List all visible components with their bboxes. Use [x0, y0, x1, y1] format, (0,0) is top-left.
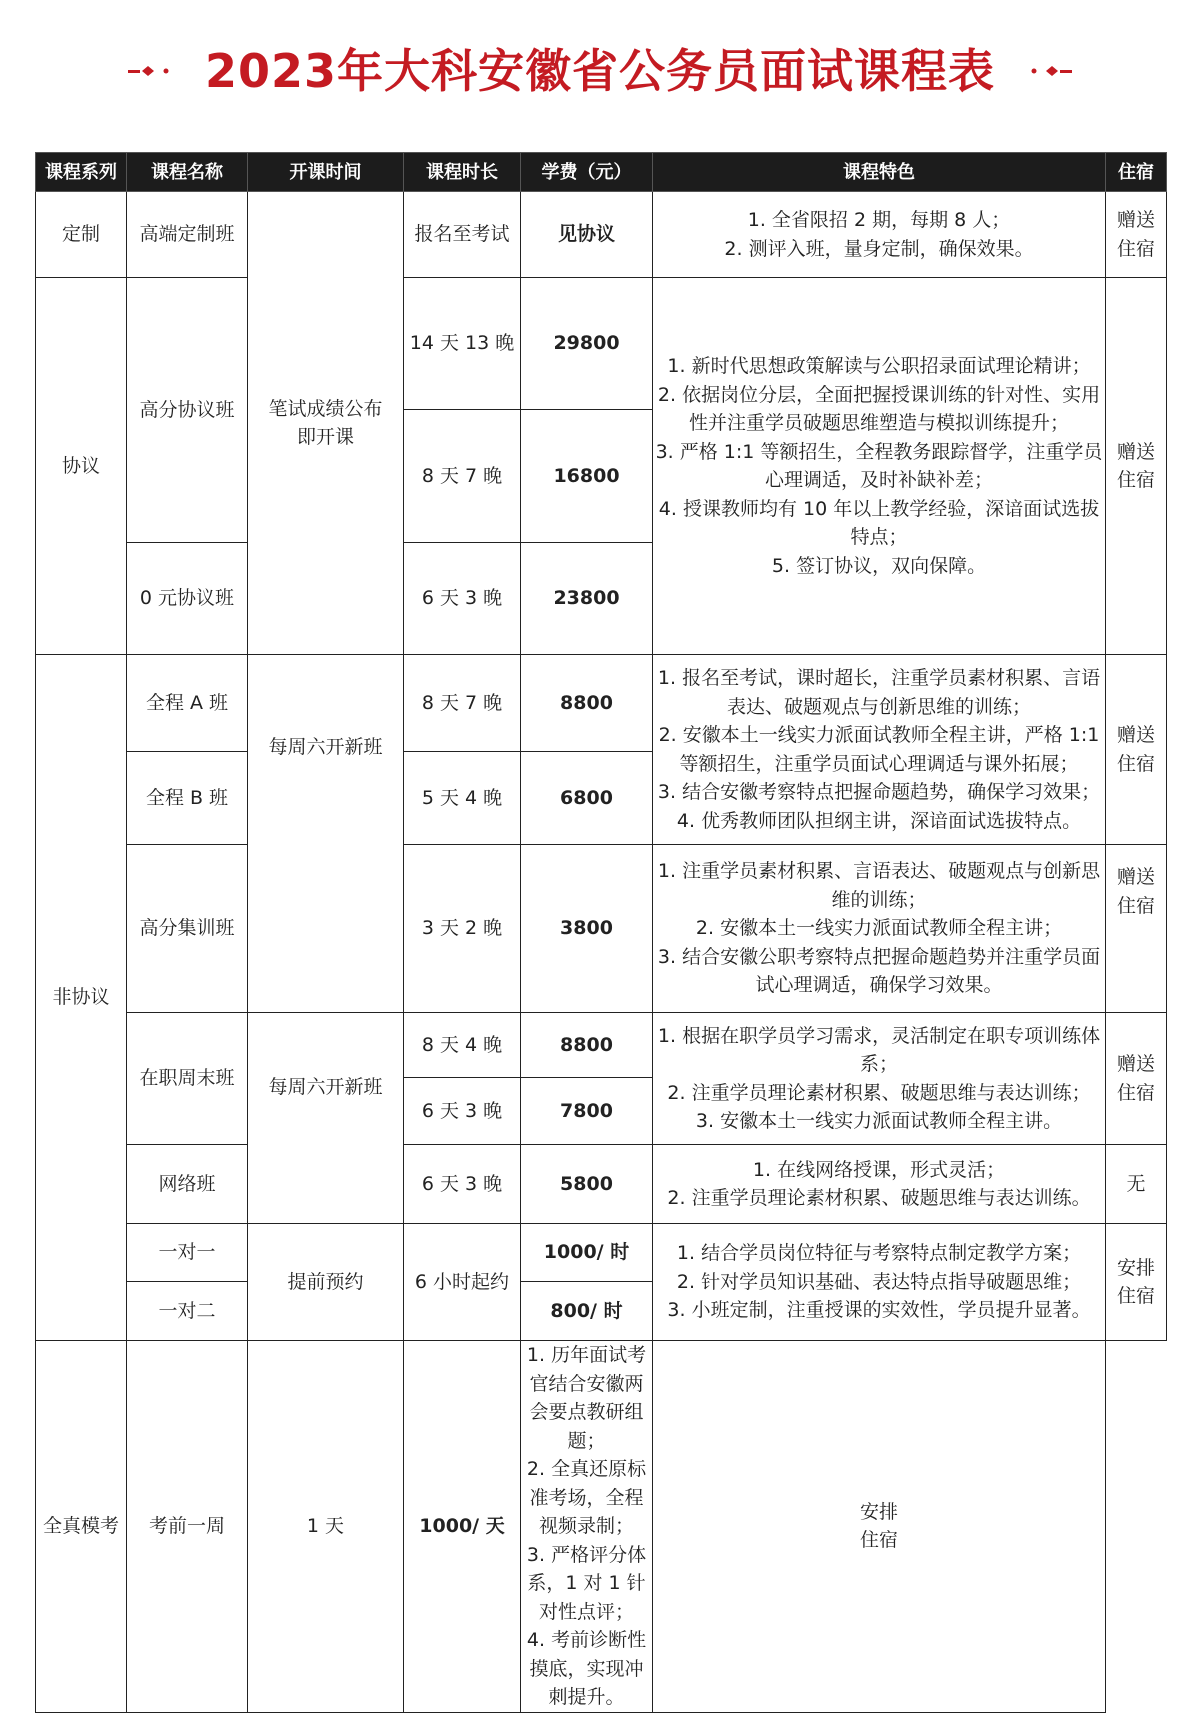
- start-time-line: 笔试成绩公布: [268, 397, 383, 420]
- price-cell: 8800: [521, 655, 653, 752]
- feature-line: 3. 严格 1:1 等额招生，全程教务跟踪督学，注重学员心理调适，及时补缺补差；: [655, 440, 1103, 491]
- course-name-cell: 在职周末班: [127, 1013, 248, 1145]
- price-cell: 见协议: [521, 192, 653, 278]
- feature-line: 2. 注重学员理论素材积累、破题思维与表达训练；: [667, 1081, 1091, 1104]
- lodging-line: 赠送: [1116, 724, 1155, 746]
- table-row: [36, 1224, 1167, 1282]
- course-name-cell: 高分集训班: [127, 845, 248, 1013]
- table-row: [36, 845, 1167, 1013]
- feature-line: 3. 结合安徽公职考察特点把握命题趋势并注重学员面试心理调适，确保学习效果。: [657, 945, 1101, 997]
- price-cell: 6800: [521, 752, 653, 845]
- table-row: [36, 192, 1167, 278]
- feature-line: 3. 严格评分体系，1 对 1 针对性点评；: [526, 1543, 647, 1623]
- lodging-line: 住宿: [1116, 237, 1155, 260]
- page-title: 2023年大科安徽省公务员面试课程表: [204, 44, 996, 98]
- lodging-line: 住宿: [1116, 1285, 1155, 1307]
- lodging-line: 安排: [859, 1500, 898, 1523]
- series-cell: 协议: [36, 278, 127, 655]
- start-time-cell: 考前一周: [127, 1341, 248, 1713]
- header-lodging: 住宿: [1106, 153, 1167, 192]
- course-name-cell: 一对一: [127, 1224, 248, 1282]
- features-cell: [521, 1341, 653, 1713]
- duration-cell: 8 天 4 晚: [404, 1013, 521, 1078]
- start-time-line: 即开课: [296, 426, 354, 448]
- duration-cell: 3 天 2 晚: [404, 845, 521, 1013]
- course-name-cell: 网络班: [127, 1145, 248, 1224]
- feature-line: 2. 针对学员知识基础、表达特点指导破题思维；: [676, 1270, 1082, 1293]
- duration-cell: 8 天 7 晚: [404, 410, 521, 543]
- course-schedule-table: [35, 152, 1167, 1713]
- start-time-cell: 每周六开新班: [248, 655, 404, 1013]
- feature-line: 3. 小班定制，注重授课的实效性，学员提升显著。: [667, 1299, 1091, 1322]
- right-ornament-icon: [1022, 61, 1082, 81]
- course-name-cell: 0 元协议班: [127, 543, 248, 655]
- price-cell: 29800: [521, 278, 653, 410]
- lodging-cell: [1106, 278, 1167, 655]
- price-cell: 23800: [521, 543, 653, 655]
- series-cell: 定制: [36, 192, 127, 278]
- price-cell: 3800: [521, 845, 653, 1013]
- start-time-cell: 每周六开新班: [248, 1013, 404, 1224]
- feature-line: 2. 全真还原标准考场，全程视频录制；: [526, 1458, 647, 1537]
- duration-cell: 14 天 13 晚: [404, 278, 521, 410]
- course-name-cell: 全程 A 班: [127, 655, 248, 752]
- price-cell: 800/ 时: [521, 1282, 653, 1341]
- price-cell: 8800: [521, 1013, 653, 1078]
- lodging-line: 住宿: [1116, 1081, 1155, 1104]
- duration-cell: 8 天 7 晚: [404, 655, 521, 752]
- table-row: [36, 278, 1167, 410]
- duration-cell: 6 天 3 晚: [404, 543, 521, 655]
- lodging-cell: 无: [1106, 1145, 1167, 1224]
- header-series: 课程系列: [36, 153, 127, 192]
- duration-cell: 6 小时起约: [404, 1224, 521, 1341]
- table-header-row: [36, 153, 1167, 192]
- series-cell: 非协议: [36, 655, 127, 1341]
- duration-cell: 报名至考试: [404, 192, 521, 278]
- table-row: [36, 1341, 1167, 1713]
- course-name-cell: 全程 B 班: [127, 752, 248, 845]
- lodging-line: 住宿: [1116, 894, 1155, 917]
- features-cell: [653, 655, 1106, 845]
- price-cell: 1000/ 时: [521, 1224, 653, 1282]
- duration-cell: 6 天 3 晚: [404, 1078, 521, 1145]
- lodging-line: 住宿: [859, 1529, 898, 1552]
- features-cell: [653, 1145, 1106, 1224]
- lodging-cell: [1106, 845, 1167, 1013]
- feature-line: 5. 签订协议，双向保障。: [771, 554, 987, 577]
- feature-line: 3. 结合安徽考察特点把握命题趋势，确保学习效果；: [657, 781, 1101, 803]
- course-name-cell: 一对二: [127, 1282, 248, 1341]
- feature-line: 1. 报名至考试，课时超长，注重学员素材积累、言语表达、破题观点与创新思维的训练；: [657, 667, 1101, 718]
- header-tuition: 学费（元）: [521, 153, 653, 192]
- feature-line: 2. 安徽本土一线实力派面试教师全程主讲；: [695, 917, 1063, 940]
- features-cell: [653, 1013, 1106, 1145]
- lodging-line: 赠送: [1116, 866, 1155, 888]
- feature-line: 1. 在线网络授课，形式灵活；: [752, 1158, 1006, 1181]
- table-row: [36, 1013, 1167, 1078]
- title-row: [0, 36, 1200, 106]
- course-name-cell: 全真模考: [36, 1341, 127, 1713]
- duration-cell: 5 天 4 晚: [404, 752, 521, 845]
- course-name-cell: 高端定制班: [127, 192, 248, 278]
- lodging-cell: [1106, 655, 1167, 845]
- lodging-line: 赠送: [1116, 1053, 1155, 1075]
- lodging-line: 安排: [1116, 1256, 1155, 1279]
- feature-line: 2. 注重学员理论素材积累、破题思维与表达训练。: [667, 1187, 1091, 1209]
- feature-line: 1. 新时代思想政策解读与公职招录面试理论精讲；: [667, 355, 1091, 377]
- duration-cell: 6 天 3 晚: [404, 1145, 521, 1224]
- lodging-cell: [1106, 1224, 1167, 1341]
- lodging-line: 住宿: [1116, 469, 1155, 491]
- feature-line: 1. 全省限招 2 期，每期 8 人；: [747, 209, 1011, 231]
- feature-line: 1. 根据在职学员学习需求，灵活制定在职专项训练体系；: [657, 1024, 1101, 1075]
- feature-line: 1. 结合学员岗位特征与考察特点制定教学方案；: [676, 1242, 1082, 1265]
- feature-line: 2. 测评入班，量身定制，确保效果。: [724, 237, 1034, 260]
- lodging-line: 赠送: [1116, 209, 1155, 231]
- start-time-cell: 提前预约: [248, 1224, 404, 1341]
- lodging-line: 赠送: [1116, 440, 1155, 463]
- feature-line: 4. 考前诊断性摸底，实现冲刺提升。: [526, 1629, 647, 1708]
- header-features: 课程特色: [653, 153, 1106, 192]
- lodging-cell: [1106, 192, 1167, 278]
- table-row: [36, 1145, 1167, 1224]
- lodging-line: 住宿: [1116, 752, 1155, 775]
- price-cell: 5800: [521, 1145, 653, 1224]
- start-time-cell: [248, 192, 404, 655]
- lodging-cell: [653, 1341, 1106, 1713]
- header-course-name: 课程名称: [127, 153, 248, 192]
- price-cell: 16800: [521, 410, 653, 543]
- features-cell: [653, 845, 1106, 1013]
- header-start-time: 开课时间: [248, 153, 404, 192]
- price-cell: 1000/ 天: [404, 1341, 521, 1713]
- feature-line: 1. 注重学员素材积累、言语表达、破题观点与创新思维的训练；: [657, 860, 1101, 911]
- lodging-cell: [1106, 1013, 1167, 1145]
- header-duration: 课程时长: [404, 153, 521, 192]
- feature-line: 4. 优秀教师团队担纲主讲，深谙面试选拔特点。: [676, 809, 1082, 832]
- features-cell: [653, 192, 1106, 278]
- feature-line: 3. 安徽本土一线实力派面试教师全程主讲。: [695, 1110, 1063, 1132]
- table-row: [36, 655, 1167, 752]
- features-cell: [653, 278, 1106, 655]
- features-cell: [653, 1224, 1106, 1341]
- feature-line: 2. 安徽本土一线实力派面试教师全程主讲，严格 1:1 等额招生，注重学员面试心理调适与课外拓展；: [658, 724, 1100, 775]
- duration-cell: 1 天: [248, 1341, 404, 1713]
- feature-line: 4. 授课教师均有 10 年以上教学经验，深谙面试选拔特点；: [658, 497, 1100, 548]
- feature-line: 2. 依据岗位分层，全面把握授课训练的针对性、实用性并注重学员破题思维塑造与模拟训练提升；: [657, 383, 1101, 434]
- price-cell: 7800: [521, 1078, 653, 1145]
- feature-line: 1. 历年面试考官结合安徽两会要点教研组题；: [526, 1344, 647, 1452]
- course-name-cell: 高分协议班: [127, 278, 248, 543]
